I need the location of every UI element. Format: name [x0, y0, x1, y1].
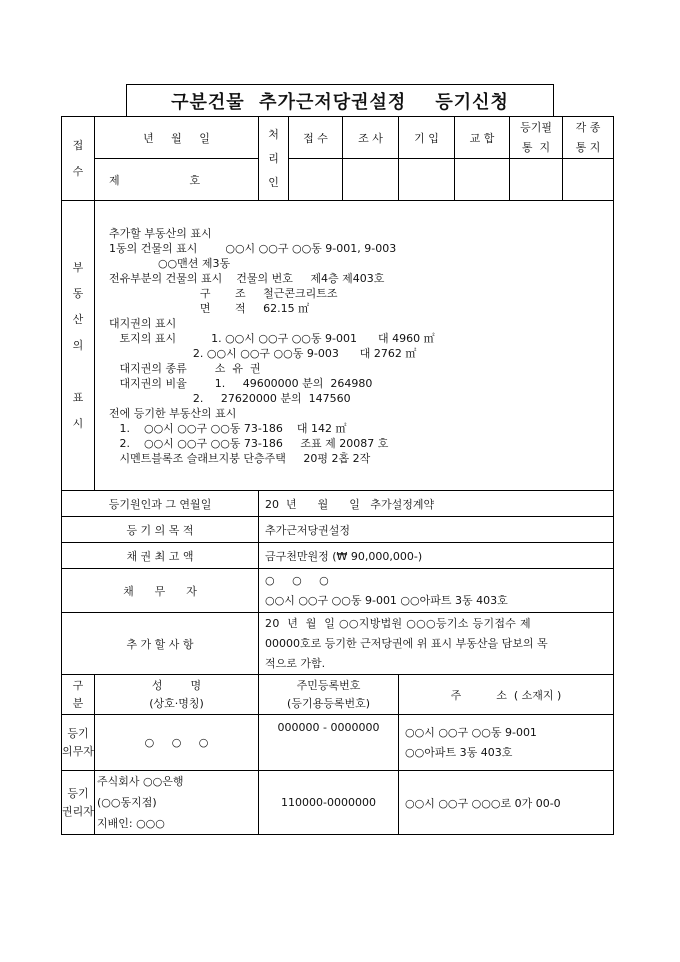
receipt-date: 년 월 일	[95, 117, 259, 159]
cell-receipt	[289, 159, 343, 201]
form-title: 구분건물 추가근저당권설정 등기신청	[126, 84, 554, 116]
receipt-number: 제 호	[95, 159, 259, 201]
col-entry: 기 입	[399, 117, 455, 159]
obligor-type: 등기 의무자	[62, 715, 95, 771]
additional-label: 추 가 할 사 항	[62, 613, 259, 675]
parties-type-header: 구 분	[62, 675, 95, 715]
obligor-name: ○ ○ ○	[95, 715, 259, 771]
additional-value: 20 년 월 일 ○○지방법원 ○○○등기소 등기접수 제 00000호로 등기한 근저당권에 위 표시 부동산을 담보의 목 적으로 가함.	[259, 613, 614, 675]
cause-label: 등기원인과 그 연월일	[62, 491, 259, 517]
parties-address-header: 주 소 ( 소재지 )	[399, 675, 614, 715]
cell-inspect	[343, 159, 399, 201]
obligee-id: 110000-0000000	[259, 771, 399, 835]
col-various-notice: 각 종 통 지	[563, 117, 614, 159]
property-description: 추가할 부동산의 표시 1동의 건물의 표시 ○○시 ○○구 ○○동 9-001, 9-003 ○○맨션 제3동 전유부분의 건물의 표시 건물의 번호 제4층 제403호 구 조 철근콘크리트조 면 적 62.15 ㎡ 대지권의 표시 토지의 표시 1. ○○시 ○○구 ○○동 9-001 대 4960 ㎡ 2. ○○시 ○○구 ○○동 9-003 대 2762 ㎡ 대지권의 종류 소 유 권 대지권의 비율 1. 49600000 분의 264980 2. 27620000 분의 147560 전에 등기한 부동산의 표시 1. ○○시 ○○구 ○○동 73-186 대 142 ㎡ 2. ○○시 ○○구 ○○동 73-186 조표 제 20087 호 시멘트블록조 슬래브지붕 단층주택 20평 2홉 2작	[95, 201, 614, 491]
cell-completion-notice	[510, 159, 563, 201]
cell-various-notice	[563, 159, 614, 201]
parties-name-header: 성 명 (상호·명칭)	[95, 675, 259, 715]
receipt-label: 접 수	[62, 117, 95, 201]
col-inspect: 조 사	[343, 117, 399, 159]
application-form	[61, 116, 614, 835]
purpose-value: 추가근저당권설정	[259, 517, 614, 543]
obligee-address: ○○시 ○○구 ○○○로 0가 00-0	[399, 771, 614, 835]
obligor-address: ○○시 ○○구 ○○동 9-001 ○○아파트 3동 403호	[399, 715, 614, 771]
debtor-label: 채 무 자	[62, 569, 259, 613]
cell-entry	[399, 159, 455, 201]
cause-value: 20 년 월 일 추가설정계약	[259, 491, 614, 517]
obligee-type: 등기 권리자	[62, 771, 95, 835]
cell-collate	[455, 159, 510, 201]
purpose-label: 등 기 의 목 적	[62, 517, 259, 543]
debtor-value: ○ ○ ○ ○○시 ○○구 ○○동 9-001 ○○아파트 3동 403호	[259, 569, 614, 613]
parties-id-header: 주민등록번호 (등기용등록번호)	[259, 675, 399, 715]
obligee-name: 주식회사 ○○은행 (○○동지점) 지배인: ○○○	[95, 771, 259, 835]
obligor-id: 000000 - 0000000	[259, 715, 399, 771]
col-completion-notice: 등기필 통 지	[510, 117, 563, 159]
process-label: 처 리 인	[259, 117, 289, 201]
property-label: 부 동 산 의 표 시	[62, 201, 95, 491]
max-amount-label: 채 권 최 고 액	[62, 543, 259, 569]
col-receipt: 접 수	[289, 117, 343, 159]
max-amount-value: 금구천만원정 (₩ 90,000,000-)	[259, 543, 614, 569]
col-collate: 교 합	[455, 117, 510, 159]
